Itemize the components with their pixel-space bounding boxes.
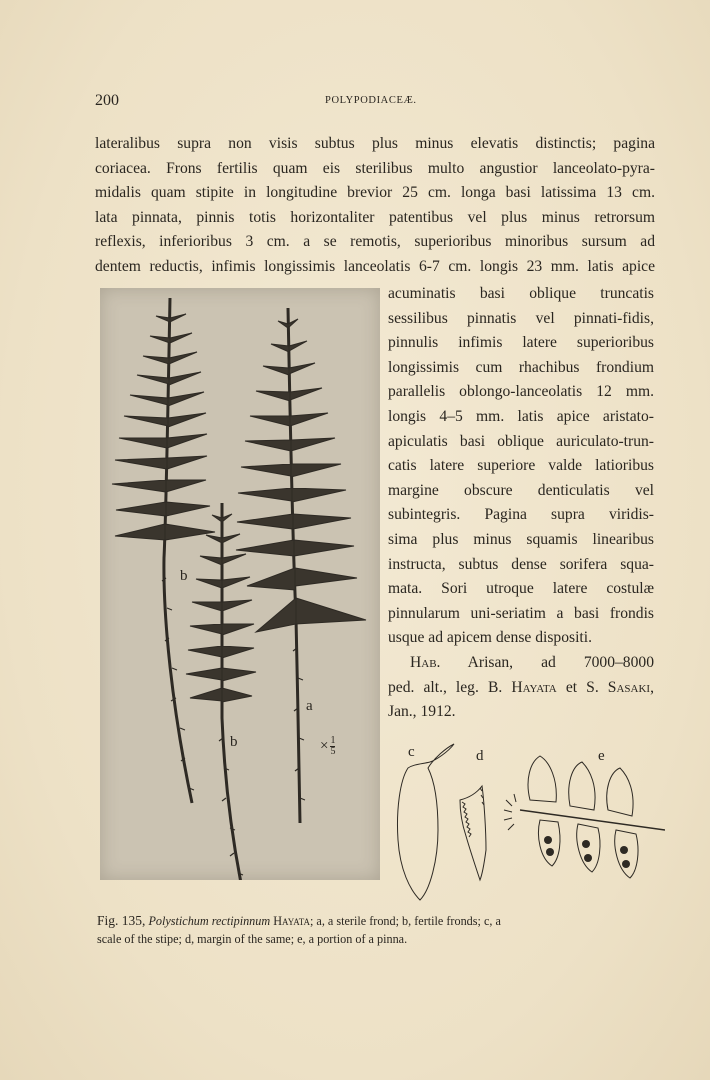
- plate-label-b-middle: b: [230, 734, 238, 750]
- text-line: usque ad apicem dense dispositi.: [388, 629, 592, 647]
- habitat-line-1: [388, 651, 654, 676]
- fern-fronds-illustration: [100, 288, 380, 880]
- habitat-locality: Arisan, ad 7000–8000: [467, 653, 654, 671]
- text-line: mata. Sori utroque latere costulæ: [388, 580, 654, 598]
- collector-name: Sasaki: [607, 678, 651, 696]
- text-line: catis latere superiore valde latioribus: [388, 457, 654, 475]
- habitat-text: et S.: [556, 678, 608, 696]
- running-head: POLYPODIACEÆ.: [325, 95, 417, 106]
- text-line: margine obscure denticulatis vel: [388, 481, 654, 499]
- text-line: pinnulis infimis latere superioribus: [388, 334, 654, 352]
- text-line: pinnularum uni-seriatim a basi frondis: [388, 604, 654, 622]
- text-line: sima plus minus squamis linearibus: [388, 530, 654, 548]
- scale-numerator: 1: [330, 735, 336, 746]
- figure-number: Fig. 135,: [97, 913, 146, 928]
- detail-label-c: c: [408, 744, 415, 760]
- plate-scale-label: × $\frac{1}{5}$: [320, 735, 336, 757]
- text-line: parallelis oblongo-lanceolatis 12 mm.: [388, 383, 654, 401]
- habitat-text: ,: [650, 678, 654, 696]
- plate-label-a: a: [306, 698, 313, 714]
- habitat-text: ped. alt., leg. B.: [388, 678, 512, 696]
- habitat-date: Jan., 1912.: [388, 703, 456, 721]
- text-line: subintegris. Pagina supra viridis-: [388, 506, 654, 524]
- page-number: 200: [95, 92, 119, 109]
- detail-line-drawings: [390, 740, 665, 910]
- text-line: reflexis, inferioribus 3 cm. a se remotis, superioribus minoribus sursum ad: [95, 233, 655, 251]
- text-line: dentem reductis, infimis longissimis lanceolatis 6-7 cm. longis 23 mm. latis apice: [95, 257, 655, 275]
- specimen-photo-plate: [100, 288, 380, 880]
- description-paragraph-top: [95, 132, 655, 280]
- text-line: lata pinnata, pinnis totis horizontaliter patentibus vel plus minus retrorsum: [95, 208, 655, 226]
- detail-label-d: d: [476, 748, 484, 764]
- scale-denominator: 5: [330, 746, 336, 757]
- caption-line-2: scale of the stipe; d, margin of the same; e, a portion of a pinna.: [97, 932, 408, 946]
- species-author: Hayata: [273, 914, 310, 928]
- collector-name: Hayata: [511, 678, 557, 696]
- detail-drawings: [390, 740, 665, 910]
- text-line: lateralibus supra non visis subtus plus minus elevatis distinctis; pagina: [95, 135, 655, 152]
- text-line: sessilibus pinnatis vel pinnati-fidis,: [388, 309, 654, 327]
- species-name: Polystichum rectipinnum: [148, 914, 271, 928]
- text-line: midalis quam stipite in longitudine brevior 25 cm. longa basi latissima 13 cm.: [95, 184, 655, 202]
- caption-text: ; a, a sterile frond; b, fertile fronds; c, a: [310, 914, 501, 928]
- text-line: longissimis cum rhachibus frondium: [388, 358, 654, 376]
- habitat-line-2: [388, 676, 654, 701]
- text-line: longis 4–5 mm. latis apice aristato-: [388, 407, 654, 425]
- detail-label-e: e: [598, 748, 605, 764]
- text-line: instructa, subtus dense sorifera squa-: [388, 555, 654, 573]
- description-paragraph-right: [388, 282, 654, 725]
- caption-line-1: [97, 912, 657, 930]
- text-line: apiculatis basi oblique auriculato-trun-: [388, 432, 654, 450]
- plate-label-b-left: b: [180, 568, 188, 584]
- text-line: coriacea. Frons fertilis quam eis sterilibus multo angustior lanceolato-pyra-: [95, 159, 655, 177]
- text-line: acuminatis basi oblique truncatis: [388, 285, 654, 302]
- page-header: [95, 92, 655, 112]
- figure-caption: [97, 912, 657, 948]
- habitat-label: Hab.: [410, 653, 441, 671]
